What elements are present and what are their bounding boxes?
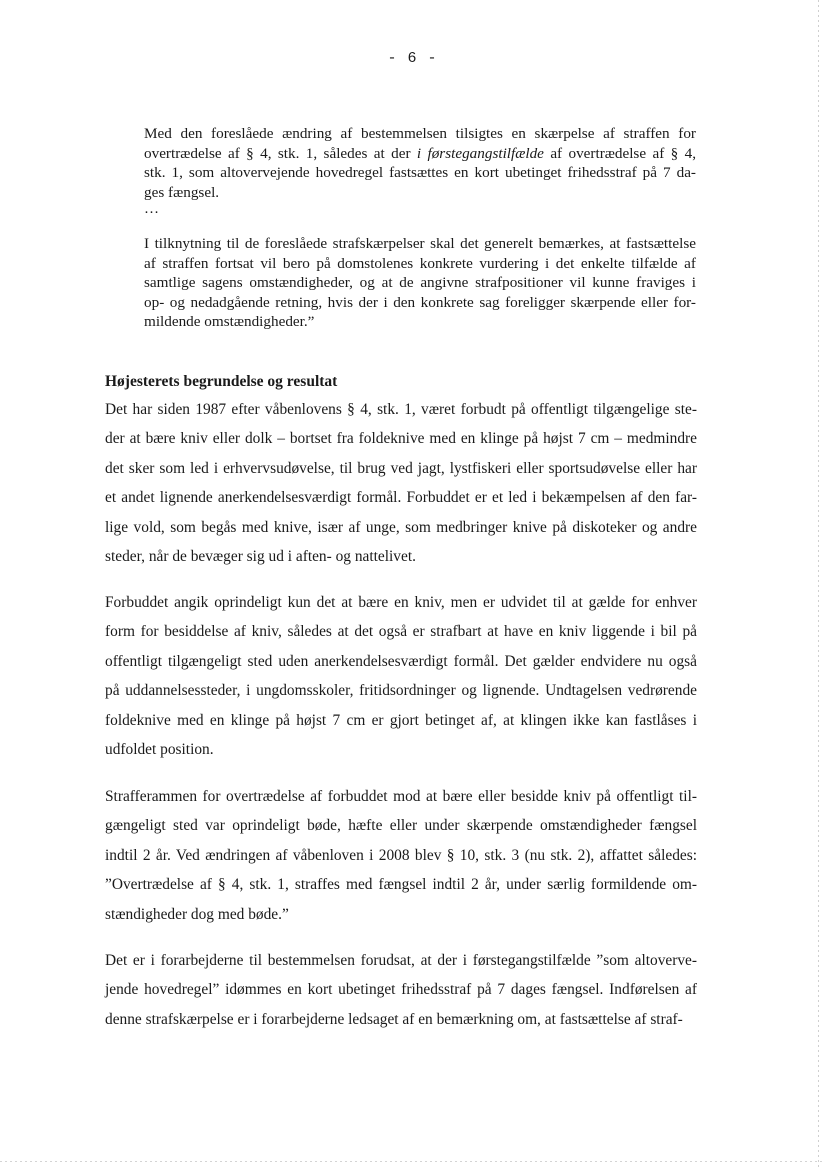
quote-line: op- og nedadgående retning, hvis der i den konkrete sag foreligger skærpende eller for- <box>144 293 696 311</box>
quote-line: ges fængsel. <box>144 183 220 201</box>
page-number: - 6 - <box>387 50 438 67</box>
paragraph-line: form for besiddelse af kniv, således at det også er strafbart at have en kniv liggende i bil på <box>105 623 697 641</box>
quote-ellipsis: … <box>144 201 159 217</box>
scan-edge-bottom <box>0 1161 825 1162</box>
paragraph-line: steder, når de bevæger sig ud i aften- og nattelivet. <box>105 548 416 566</box>
paragraph-line: denne strafskærpelse er i forarbejderne ledsaget af en bemærkning om, at fastsættelse af straf- <box>105 1010 683 1028</box>
paragraph-line: offentligt tilgængeligt sted uden anerkendelsesværdigt formål. Det gælder endvidere nu også <box>105 652 697 670</box>
section-heading: Højesterets begrundelse og resultat <box>105 373 338 390</box>
paragraph-line: stændigheder dog med bøde.” <box>105 905 289 923</box>
quote-line: samtlige sagens omstændigheder, og at de angivne strafpositioner vil kunne fraviges i <box>144 274 696 291</box>
quote-line: I tilknytning til de foreslåede strafskærpelser skal det generelt bemærkes, at fastsættelse <box>144 235 696 252</box>
body-paragraph-1 <box>105 395 697 571</box>
scan-edge-right <box>818 0 819 1168</box>
body-paragraph-4 <box>105 946 697 1034</box>
quote-line: af straffen fortsat vil bero på domstolenes konkrete vurdering i det enkelte tilfælde af <box>144 254 696 272</box>
quote-paragraph-1 <box>144 124 696 202</box>
quote-line: stk. 1, som altovervejende hovedregel fastsættes en kort ubetinget frihedsstraf på 7 da- <box>144 164 696 181</box>
paragraph-line: udfoldet position. <box>105 741 214 759</box>
quote-line: mildende omstændigheder.” <box>144 313 315 330</box>
paragraph-line: lige vold, som begås med knive, især af unge, som medbringer knive på diskoteker og andre <box>105 518 697 536</box>
body-paragraph-2 <box>105 588 697 764</box>
paragraph-line: jende hovedregel” idømmes en kort ubetinget frihedsstraf på 7 dages fængsel. Indførelsen af <box>105 981 697 999</box>
paragraph-line: Det er i forarbejderne til bestemmelsen forudsat, at der i førstegangstilfælde ”som altoverve- <box>105 952 697 969</box>
quote-paragraph-2 <box>144 234 696 332</box>
body-paragraph-3 <box>105 782 697 929</box>
paragraph-line: et andet lignende anerkendelsesværdigt formål. Forbuddet er et led i bekæmpelsen af den far- <box>105 489 697 507</box>
paragraph-line: Forbuddet angik oprindeligt kun det at bære en kniv, men er udvidet til at gælde for enhver <box>105 594 697 611</box>
paragraph-line: ”Overtrædelse af § 4, stk. 1, straffes med fængsel indtil 2 år, under særlig formildende om- <box>105 876 697 894</box>
paragraph-line: på uddannelsessteder, i ungdomsskoler, fritidsordninger og lignende. Undtagelsen vedrørende <box>105 682 697 700</box>
paragraph-line: foldeknive med en klinge på højst 7 cm er gjort betinget af, at klingen ikke kan fastlåses i <box>105 711 697 729</box>
paragraph-line: det sker som led i erhvervsudøvelse, til brug ved jagt, lystfiskeri eller sportsudøvelse eller har <box>105 459 697 477</box>
paragraph-line: indtil 2 år. Ved ændringen af våbenloven i 2008 blev § 10, stk. 3 (nu stk. 2), affattet således: <box>105 846 697 864</box>
quote-line: Med den foreslåede ændring af bestemmelsen tilsigtes en skærpelse af straffen for <box>144 125 696 142</box>
paragraph-line: gængeligt sted var oprindeligt bøde, hæfte eller under skærpende omstændigheder fængsel <box>105 817 697 835</box>
quote-line: overtrædelse af § 4, stk. 1, således at der i førstegangstilfælde af overtrædelse af § 4, <box>144 144 696 162</box>
paragraph-line: Det har siden 1987 efter våbenlovens § 4, stk. 1, været forbudt på offentligt tilgængelige ste- <box>105 401 697 418</box>
paragraph-line: der at bære kniv eller dolk – bortset fra foldeknive med en klinge på højst 7 cm – medmindre <box>105 430 697 448</box>
paragraph-line: Strafferammen for overtrædelse af forbuddet mod at bære eller besidde kniv på offentligt til- <box>105 788 697 805</box>
